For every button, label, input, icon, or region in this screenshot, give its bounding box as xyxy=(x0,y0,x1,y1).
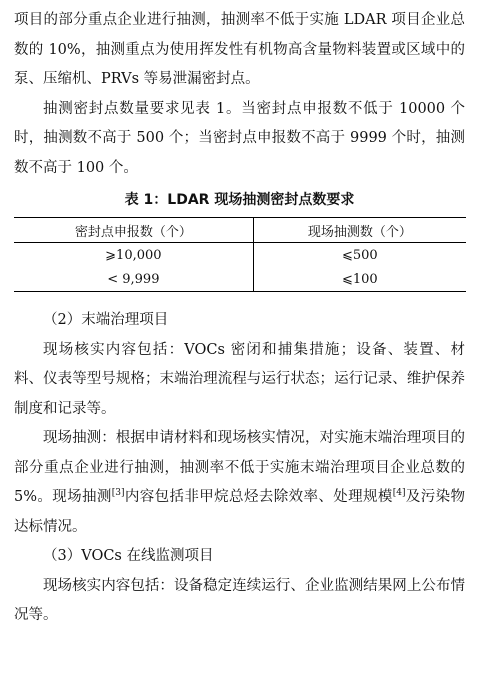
table-caption: 表 1：LDAR 现场抽测密封点数要求 xyxy=(124,192,355,208)
table-header-sampled: 现场抽测数（个） xyxy=(253,218,466,243)
section-heading-end-treatment: （2）末端治理项目 xyxy=(43,312,169,328)
table-header-row xyxy=(14,218,466,243)
text-segment: 内容包括非甲烷总烃去除效率、处理规模 xyxy=(124,489,393,505)
reference-3: [3] xyxy=(111,488,125,498)
table-cell: ⩽500 xyxy=(253,243,466,268)
paragraph-sampling-count: 抽测密封点数量要求见表 1。当密封点申报数不低于 10000 个时，抽测数不高于 500 个；当密封点申报数不高于 9999 个时，抽测数不高于 100 个。 xyxy=(14,100,465,176)
table-cell: ⩾10,000 xyxy=(105,247,162,263)
section-heading-online-monitoring: （3）VOCs 在线监测项目 xyxy=(43,548,214,564)
text-segment: 及污染物达标情况。 xyxy=(14,489,465,535)
table-row xyxy=(14,267,466,292)
reference-4: [4] xyxy=(392,488,406,498)
table-cell: ⩽100 xyxy=(253,267,466,292)
table-cell: < 9,999 xyxy=(14,267,253,292)
paragraph-online-monitoring: 现场核实内容包括：设备稳定连续运行、企业监测结果网上公布情况等。 xyxy=(14,577,465,623)
paragraph-ldar-sampling: 项目的部分重点企业进行抽测，抽测率不低于实施 LDAR 项目企业总数的 10%，抽测重点为使用挥发性有机物高含量物料装置或区域中的泵、压缩机、PRVs 等易泄漏密封点。 xyxy=(14,12,465,87)
sampling-table xyxy=(14,217,466,292)
paragraph-end-treatment-sampling xyxy=(14,424,465,542)
table-header-declared: 密封点申报数（个） xyxy=(14,218,253,243)
table-row xyxy=(14,243,466,268)
text-segment: 现场抽测：根据申请材料和现场核实情况，对实施末端治理项目的部分重点企业进行抽测，抽测率不低于实施末端治理项目企业总数的 5%。现场抽测 xyxy=(14,430,465,505)
paragraph-end-treatment-verification: 现场核实内容包括：VOCs 密闭和捕集措施；设备、装置、材料、仪表等型号规格；末端治理流程与运行状态；运行记录、维护保养制度和记录等。 xyxy=(14,341,465,417)
